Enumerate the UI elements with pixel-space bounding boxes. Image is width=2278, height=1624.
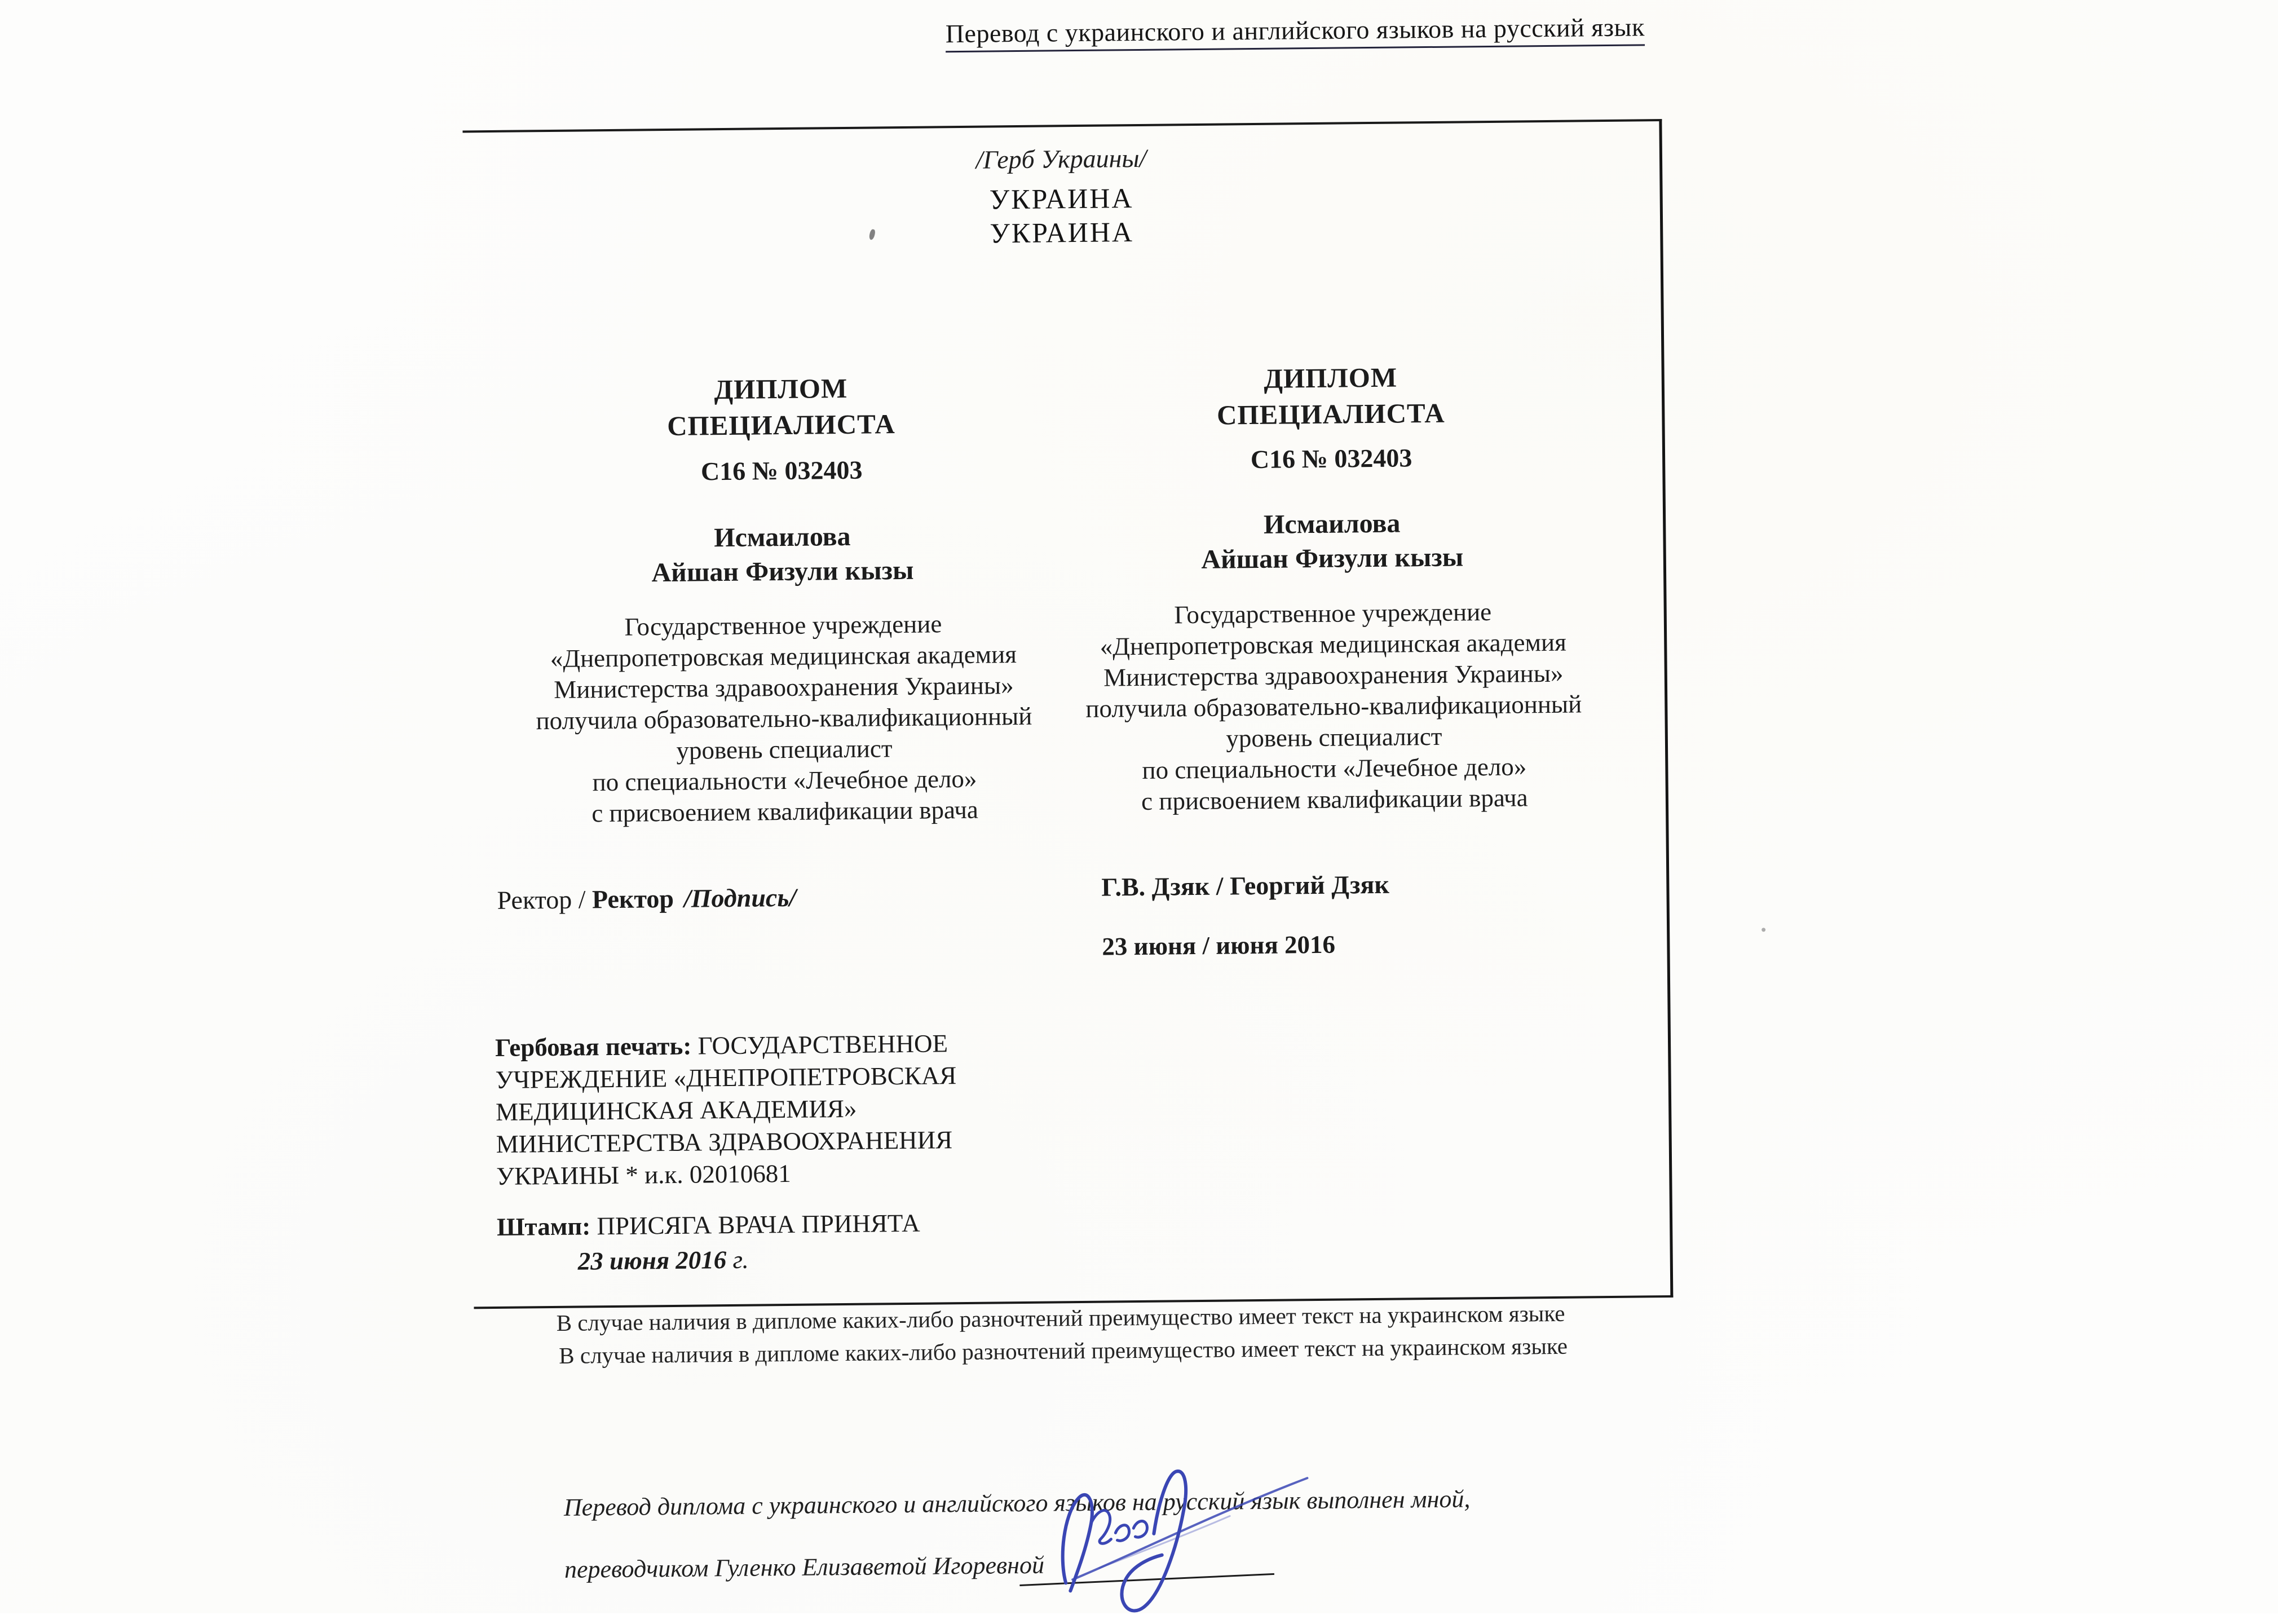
stamp-label: Штамп: [496,1212,591,1241]
seal-line: УЧРЕЖДЕНИЕ «ДНЕПРОПЕТРОВСКАЯ [495,1061,957,1094]
institution-line: с присвоением квалификации врача [591,795,979,828]
issue-date: 23 июня / июня 2016 [1102,930,1336,961]
stamp-date-value: 23 июня 2016 [577,1246,727,1276]
institution-line: получила образовательно-квалификационный [1085,690,1582,723]
rector-signature-line [487,880,1094,915]
stamp-text: ПРИСЯГА ВРАЧА ПРИНЯТА [597,1208,920,1241]
institution-line: Министерства здравоохранения Украины» [554,671,1014,704]
holder-name-left [483,517,1081,592]
disclaimer-line-2: В случае наличия в дипломе каких-либо разночтений преимущество имеет текст на украинском языке [559,1332,1568,1369]
holder-surname-right: Исмаилова [1263,508,1401,540]
emblem-note: /Герб Украины/ [975,143,1147,174]
rector-label-plain: Ректор / [497,885,593,915]
country-name-line1: УКРАИНА [989,182,1134,215]
diploma-title-line2-left: СПЕЦИАЛИСТА [666,408,895,442]
translator-note-line1: Перевод диплома с украинского и английского языков на русский язык выполнен мной, [563,1485,1471,1521]
right-column-title [1076,358,1584,435]
translator-signature [1041,1446,1336,1614]
diploma-serial-left: С16 № 032403 [700,455,863,486]
seal-line: УКРАИНЫ * и.к. 02010681 [496,1159,792,1190]
holder-name-right [1078,504,1586,578]
institution-line: «Днепропетровская медицинская академия [550,640,1017,673]
diploma-title-line2-right: СПЕЦИАЛИСТА [1216,397,1445,431]
seal-line [495,1027,1020,1064]
translation-direction-header [884,11,1707,49]
translation-direction-text: Перевод с украинского и английского языков на русский язык [946,12,1645,52]
seal-line: МИНИСТЕРСТВА ЗДРАВООХРАНЕНИЯ [496,1126,953,1158]
scan-speck [1762,928,1765,932]
holder-given-names-right: Айшан Физули кызы [1201,542,1464,575]
disclaimer-line-1: В случае наличия в дипломе каких-либо разночтений преимущество имеет текст на украинском языке [556,1300,1565,1336]
institution-line: с присвоением квалификации врача [1141,783,1528,815]
institution-line: уровень специалист [1226,722,1442,753]
left-column-title [482,368,1080,446]
seal-line: МЕДИЦИНСКАЯ АКАДЕМИЯ» [495,1094,857,1126]
institution-block-left [484,607,1084,830]
diploma-frame [462,119,1673,1309]
rector-name: Г.В. Дзяк / Георгий Дзяк [1101,870,1390,902]
holder-given-names-left: Айшан Физули кызы [651,555,914,588]
translator-note-line2: переводчиком Гуленко Елизаветой Игоревной [564,1551,1045,1583]
stamp-date-suffix: г. [726,1245,749,1274]
seal-label: Гербовая печать: [495,1031,692,1062]
diploma-title-line1-left: ДИПЛОМ [714,372,848,405]
institution-line: «Днепропетровская медицинская академия [1100,628,1567,661]
signature-placeholder: /Подпись/ [683,882,797,913]
institution-line: Министерства здравоохранения Украины» [1103,659,1564,692]
diploma-title-line1-right: ДИПЛОМ [1264,361,1398,394]
emblem-block [463,138,1661,255]
holder-surname-left: Исмаилова [713,521,851,553]
institution-line: Государственное учреждение [1174,597,1492,629]
institution-line: по специальности «Лечебное дело» [592,764,977,797]
country-name-line2: УКРАИНА [990,216,1134,249]
seal-transcription [495,1027,1021,1193]
stamp-transcription [497,1208,920,1242]
seal-line1-rest: ГОСУДАРСТВЕННОЕ [697,1029,948,1060]
institution-line: по специальности «Лечебное дело» [1142,752,1527,784]
stamp-date [577,1245,749,1276]
institution-line: Государственное учреждение [624,610,942,641]
institution-line: уровень специалист [676,734,893,765]
diploma-serial-right: С16 № 032403 [1250,443,1412,474]
rector-label-bold: Ректор [591,884,674,914]
institution-block-right [1079,595,1588,818]
institution-line: получила образовательно-квалификационный [536,701,1032,735]
